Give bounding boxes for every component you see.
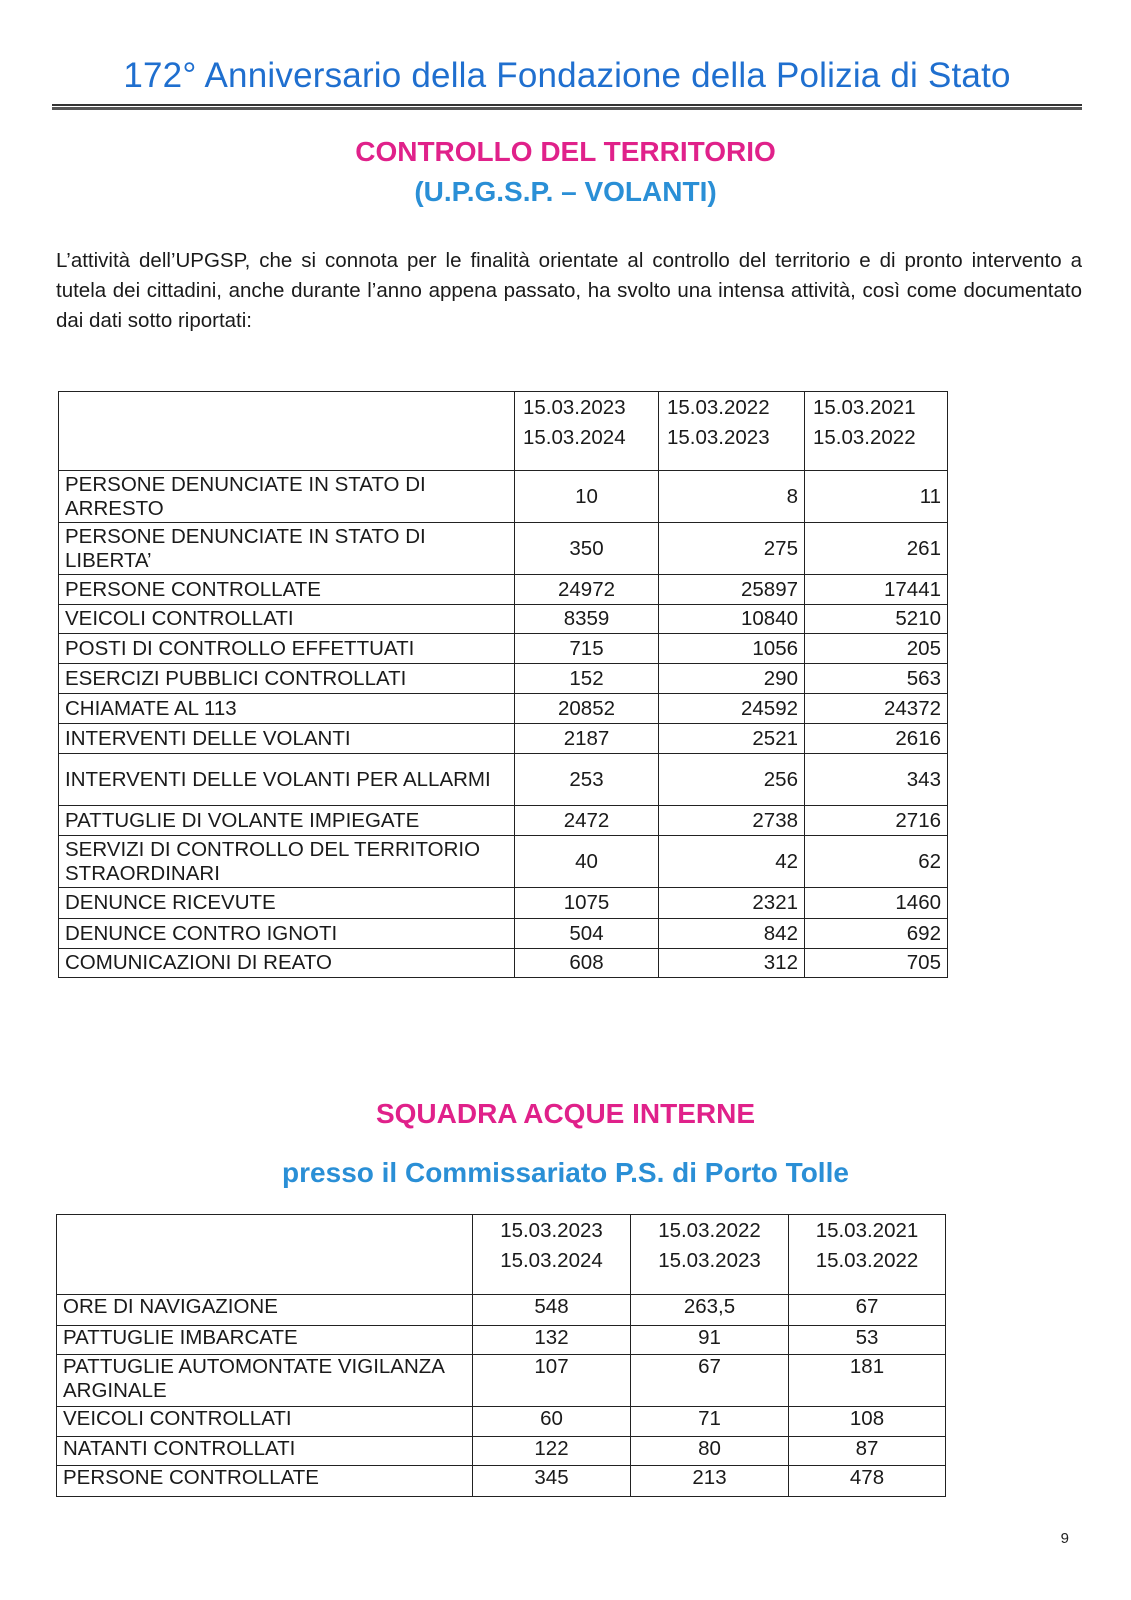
row-label: PERSONE CONTROLLATE (57, 1466, 473, 1497)
value-cell: 2521 (659, 724, 805, 754)
row-label: CHIAMATE AL 113 (59, 694, 515, 724)
row-label: PATTUGLIE DI VOLANTE IMPIEGATE (59, 806, 515, 836)
row-label: VEICOLI CONTROLLATI (59, 605, 515, 634)
section-title-acque-interne: SQUADRA ACQUE INTERNE (375, 1098, 756, 1129)
period-end-date: 15.03.2022 (813, 426, 916, 449)
table-row (59, 575, 948, 605)
value-cell: 24972 (515, 575, 659, 605)
period-header-cell (515, 392, 659, 471)
table-row (59, 634, 948, 664)
value-cell: 350 (515, 523, 659, 575)
row-label: INTERVENTI DELLE VOLANTI PER ALLARMI (59, 754, 515, 806)
table-row (59, 694, 948, 724)
value-cell: 24372 (805, 694, 948, 724)
table-row (59, 949, 948, 978)
value-cell: 60 (473, 1407, 631, 1437)
value-cell: 107 (473, 1355, 631, 1407)
value-cell: 842 (659, 919, 805, 949)
value-cell: 67 (631, 1355, 789, 1407)
acque-interne-table (56, 1214, 946, 1497)
period-start-date: 15.03.2023 (500, 1219, 603, 1242)
row-label: ESERCIZI PUBBLICI CONTROLLATI (59, 664, 515, 694)
value-cell: 11 (805, 471, 948, 523)
row-label: VEICOLI CONTROLLATI (57, 1407, 473, 1437)
intro-paragraph: L’attività dell’UPGSP, che si connota per le finalità orientate al controllo del territorio e di pronto intervento a tutela dei cittadini, anche durante l’anno appena passato, ha svolto una intensa attività, così come documentato dai dati sotto riportati: (56, 249, 1082, 332)
header-divider (52, 104, 1082, 110)
row-label: DENUNCE RICEVUTE (59, 888, 515, 919)
value-cell: 256 (659, 754, 805, 806)
value-cell: 548 (473, 1295, 631, 1326)
value-cell: 53 (789, 1326, 946, 1355)
row-label: SERVIZI DI CONTROLLO DEL TERRITORIO STRAORDINARI (59, 836, 515, 888)
value-cell: 132 (473, 1326, 631, 1355)
period-start-date: 15.03.2021 (813, 396, 916, 419)
table-header-row (57, 1215, 946, 1295)
value-cell: 205 (805, 634, 948, 664)
period-start-date: 15.03.2023 (523, 396, 626, 419)
table-row (57, 1437, 946, 1466)
value-cell: 478 (789, 1466, 946, 1497)
value-cell: 2187 (515, 724, 659, 754)
value-cell: 91 (631, 1326, 789, 1355)
value-cell: 608 (515, 949, 659, 978)
value-cell: 275 (659, 523, 805, 575)
value-cell: 24592 (659, 694, 805, 724)
period-start-date: 15.03.2022 (658, 1219, 761, 1242)
document-header-title: 172° Anniversario della Fondazione della Polizia di Stato (123, 56, 1011, 95)
row-label: PATTUGLIE AUTOMONTATE VIGILANZA ARGINALE (57, 1355, 473, 1407)
row-label: PERSONE CONTROLLATE (59, 575, 515, 605)
value-cell: 10 (515, 471, 659, 523)
value-cell: 10840 (659, 605, 805, 634)
header-empty-cell (57, 1215, 473, 1295)
period-end-date: 15.03.2022 (815, 1249, 919, 1272)
section-subtitle-volanti: (U.P.G.S.P. – VOLANTI) (414, 176, 717, 207)
value-cell: 108 (789, 1407, 946, 1437)
value-cell: 71 (631, 1407, 789, 1437)
row-label: POSTI DI CONTROLLO EFFETTUATI (59, 634, 515, 664)
value-cell: 253 (515, 754, 659, 806)
table-row (59, 806, 948, 836)
value-cell: 345 (473, 1466, 631, 1497)
value-cell: 1460 (805, 888, 948, 919)
section-subtitle-porto-tolle: presso il Commissariato P.S. di Porto Tolle (282, 1157, 849, 1188)
table-row (59, 605, 948, 634)
value-cell: 504 (515, 919, 659, 949)
period-end-date: 15.03.2024 (523, 426, 626, 449)
value-cell: 122 (473, 1437, 631, 1466)
period-header-cell (659, 392, 805, 471)
row-label: PERSONE DENUNCIATE IN STATO DI LIBERTA’ (59, 523, 515, 575)
table-row (57, 1355, 946, 1407)
value-cell: 80 (631, 1437, 789, 1466)
table-row (59, 471, 948, 523)
value-cell: 152 (515, 664, 659, 694)
value-cell: 1075 (515, 888, 659, 919)
table-row (59, 836, 948, 888)
value-cell: 2738 (659, 806, 805, 836)
period-header-cell (473, 1215, 631, 1295)
value-cell: 42 (659, 836, 805, 888)
controllo-territorio-table (58, 391, 948, 978)
value-cell: 181 (789, 1355, 946, 1407)
value-cell: 87 (789, 1437, 946, 1466)
header-empty-cell (59, 392, 515, 471)
row-label: COMUNICAZIONI DI REATO (59, 949, 515, 978)
table-row (59, 664, 948, 694)
section-title-controllo: CONTROLLO DEL TERRITORIO (355, 136, 776, 167)
table-row (57, 1407, 946, 1437)
table-row (57, 1295, 946, 1326)
table-row (59, 888, 948, 919)
period-header-cell (789, 1215, 946, 1295)
value-cell: 312 (659, 949, 805, 978)
row-label: PERSONE DENUNCIATE IN STATO DI ARRESTO (59, 471, 515, 523)
value-cell: 290 (659, 664, 805, 694)
period-header-cell (805, 392, 948, 471)
period-header-cell (631, 1215, 789, 1295)
value-cell: 563 (805, 664, 948, 694)
table-row (59, 754, 948, 806)
row-label: ORE DI NAVIGAZIONE (57, 1295, 473, 1326)
value-cell: 2321 (659, 888, 805, 919)
period-start-date: 15.03.2021 (815, 1219, 919, 1242)
row-label: INTERVENTI DELLE VOLANTI (59, 724, 515, 754)
period-end-date: 15.03.2023 (667, 426, 770, 449)
value-cell: 705 (805, 949, 948, 978)
row-label: NATANTI CONTROLLATI (57, 1437, 473, 1466)
table-row (59, 919, 948, 949)
value-cell: 25897 (659, 575, 805, 605)
value-cell: 2616 (805, 724, 948, 754)
table-row (57, 1466, 946, 1497)
value-cell: 715 (515, 634, 659, 664)
row-label: DENUNCE CONTRO IGNOTI (59, 919, 515, 949)
value-cell: 62 (805, 836, 948, 888)
table-row (59, 724, 948, 754)
value-cell: 213 (631, 1466, 789, 1497)
period-end-date: 15.03.2024 (500, 1249, 603, 1272)
period-end-date: 15.03.2023 (658, 1249, 761, 1272)
value-cell: 343 (805, 754, 948, 806)
table-header-row (59, 392, 948, 471)
period-start-date: 15.03.2022 (667, 396, 770, 419)
value-cell: 1056 (659, 634, 805, 664)
value-cell: 17441 (805, 575, 948, 605)
value-cell: 8359 (515, 605, 659, 634)
value-cell: 8 (659, 471, 805, 523)
page-number: 9 (1060, 1530, 1069, 1547)
value-cell: 20852 (515, 694, 659, 724)
value-cell: 692 (805, 919, 948, 949)
table-row (57, 1326, 946, 1355)
table-row (59, 523, 948, 575)
value-cell: 67 (789, 1295, 946, 1326)
value-cell: 40 (515, 836, 659, 888)
value-cell: 2472 (515, 806, 659, 836)
value-cell: 2716 (805, 806, 948, 836)
value-cell: 261 (805, 523, 948, 575)
value-cell: 263,5 (631, 1295, 789, 1326)
row-label: PATTUGLIE IMBARCATE (57, 1326, 473, 1355)
value-cell: 5210 (805, 605, 948, 634)
